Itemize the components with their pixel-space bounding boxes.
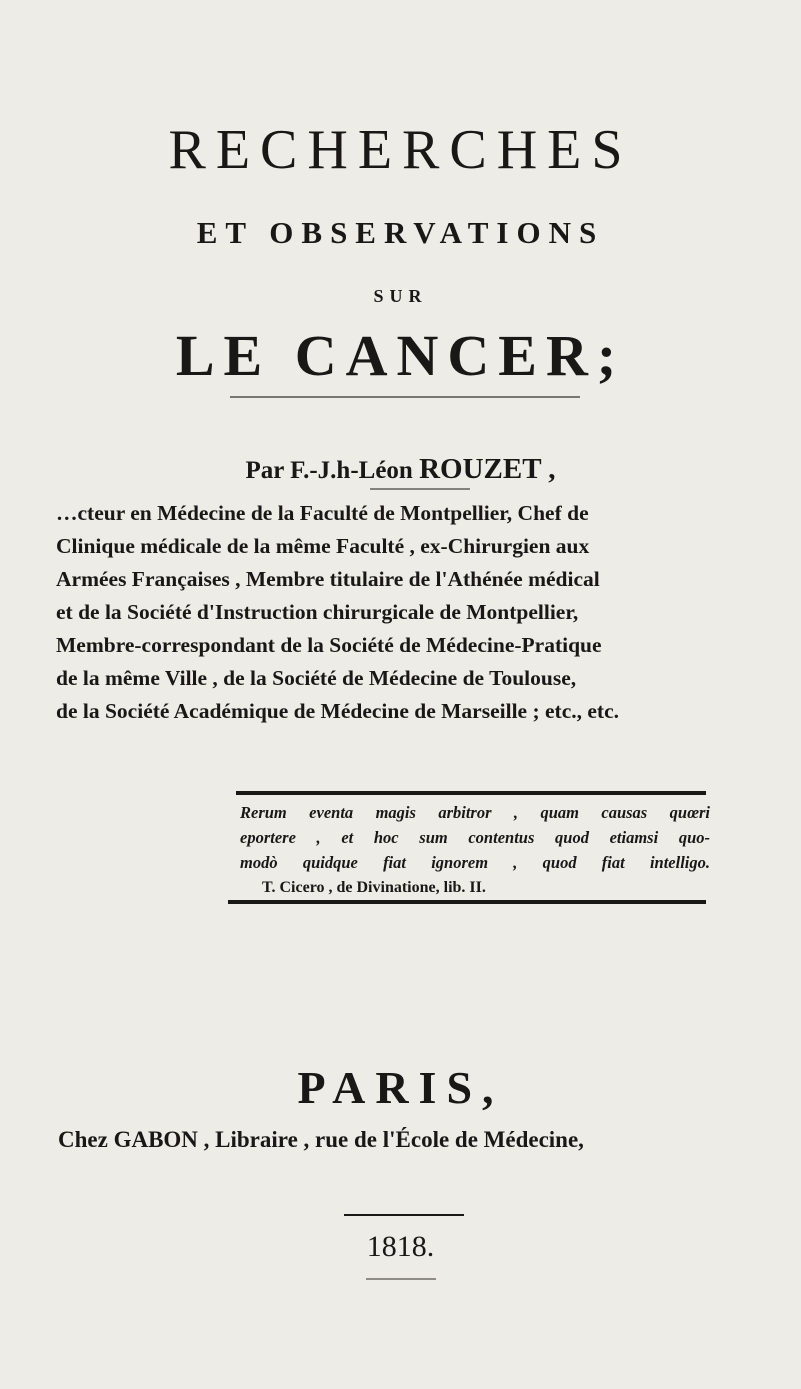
bio-line: Membre-correspondant de la Société de Médecine-Pratique	[56, 633, 602, 657]
epigraph-source: T. Cicero , de Divinatione, lib. II.	[262, 879, 486, 896]
epigraph-line: Rerum eventa magis arbitror , quam causas quœri	[240, 803, 710, 822]
imprint-year: 1818.	[366, 1230, 435, 1263]
bio-line: de la même Ville , de la Société de Médecine de Toulouse,	[56, 666, 577, 690]
year-top-rule	[344, 1214, 464, 1216]
epigraph-bottom-rule	[228, 900, 706, 904]
title-main: RECHERCHES	[168, 119, 633, 181]
author-underline-rule	[370, 488, 470, 490]
year-bottom-rule	[366, 1278, 436, 1280]
epigraph	[240, 800, 710, 900]
imprint-publisher: Chez GABON , Libraire , rue de l'École de Médecine,	[58, 1127, 584, 1152]
epigraph-top-rule	[236, 791, 706, 795]
title-underline-rule	[230, 396, 580, 398]
epigraph-line: modò quidque fiat ignorem , quod fiat intelligo.	[240, 853, 710, 872]
bio-line: de la Société Académique de Médecine de Marseille ; etc., etc.	[56, 699, 619, 723]
author-prefix: Par	[245, 457, 284, 484]
title-subject: LE CANCER;	[175, 323, 626, 388]
author-surname: ROUZET ,	[419, 453, 556, 485]
author-line	[0, 453, 801, 486]
title-sub: ET OBSERVATIONS	[196, 215, 605, 250]
bio-line: Clinique médicale de la même Faculté , ex-Chirurgien aux	[56, 534, 590, 558]
epigraph-line: eportere , et hoc sum contentus quod etiamsi quo-	[240, 828, 710, 847]
bio-line: et de la Société d'Instruction chirurgicale de Montpellier,	[56, 600, 579, 624]
author-biography	[56, 497, 756, 728]
bio-line: Armées Françaises , Membre titulaire de l'Athénée médical	[56, 567, 600, 591]
imprint-city: PARIS,	[297, 1062, 504, 1113]
bio-line: …cteur en Médecine de la Faculté de Montpellier, Chef de	[56, 501, 589, 525]
title-connector: SUR	[373, 286, 428, 306]
author-initials: F.-J.h-Léon	[290, 457, 413, 484]
